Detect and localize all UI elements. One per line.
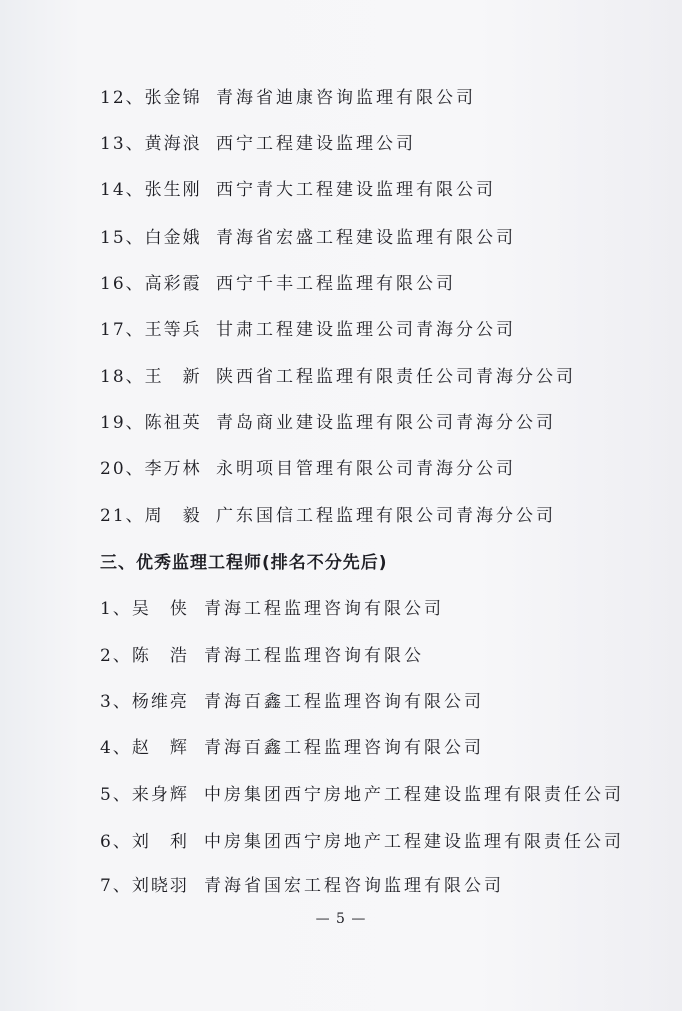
person-name: 刘 利 bbox=[131, 832, 189, 852]
company-name: 西宁千丰工程监理有限公司 bbox=[216, 274, 456, 294]
company-name: 西宁工程建设监理公司 bbox=[216, 134, 416, 154]
list-item bbox=[100, 599, 444, 619]
person-name: 陈 浩 bbox=[131, 646, 189, 666]
item-number: 7、 bbox=[100, 876, 132, 896]
list-item bbox=[100, 134, 416, 154]
person-name: 张金锦 bbox=[144, 88, 202, 108]
company-name: 青海百鑫工程监理咨询有限公司 bbox=[204, 692, 484, 712]
list-item bbox=[100, 832, 624, 852]
item-number: 14、 bbox=[100, 180, 145, 200]
person-name: 赵 辉 bbox=[131, 738, 189, 758]
list-item bbox=[100, 506, 556, 526]
item-number: 13、 bbox=[100, 134, 145, 154]
page-number: — 5 — bbox=[315, 911, 367, 927]
item-number: 1、 bbox=[100, 599, 132, 619]
company-name: 西宁青大工程建设监理有限公司 bbox=[216, 180, 496, 200]
list-item bbox=[100, 228, 516, 248]
item-number: 2、 bbox=[100, 646, 132, 666]
company-name: 青海省宏盛工程建设监理有限公司 bbox=[216, 228, 516, 248]
item-number: 20、 bbox=[100, 459, 145, 479]
item-number: 3、 bbox=[100, 692, 132, 712]
item-number: 5、 bbox=[100, 785, 132, 805]
person-name: 吴 侠 bbox=[131, 599, 189, 619]
item-number: 4、 bbox=[100, 738, 132, 758]
list-item bbox=[100, 646, 424, 666]
person-name: 陈祖英 bbox=[144, 413, 202, 433]
company-name: 青海省国宏工程咨询监理有限公司 bbox=[204, 876, 504, 896]
person-name: 周 毅 bbox=[144, 506, 202, 526]
list-item bbox=[100, 180, 496, 200]
section-heading: 三、优秀监理工程师(排名不分先后) bbox=[100, 553, 388, 573]
list-item bbox=[100, 459, 516, 479]
bleed-through-mark bbox=[661, 92, 676, 112]
list-item bbox=[100, 88, 476, 108]
item-number: 6、 bbox=[100, 832, 132, 852]
item-number: 12、 bbox=[100, 88, 145, 108]
company-name: 陕西省工程监理有限责任公司青海分公司 bbox=[216, 367, 576, 387]
item-number: 17、 bbox=[100, 320, 145, 340]
person-name: 王 新 bbox=[144, 367, 202, 387]
company-name: 中房集团西宁房地产工程建设监理有限责任公司 bbox=[204, 785, 624, 805]
person-name: 张生刚 bbox=[144, 180, 202, 200]
person-name: 黄海浪 bbox=[144, 134, 202, 154]
company-name: 永明项目管理有限公司青海分公司 bbox=[216, 459, 516, 479]
person-name: 李万林 bbox=[144, 459, 202, 479]
item-number: 16、 bbox=[100, 274, 145, 294]
person-name: 白金娥 bbox=[144, 228, 202, 248]
person-name: 杨维亮 bbox=[131, 692, 189, 712]
company-name: 青海省迪康咨询监理有限公司 bbox=[216, 88, 476, 108]
company-name: 青岛商业建设监理有限公司青海分公司 bbox=[216, 413, 556, 433]
item-number: 21、 bbox=[100, 506, 145, 526]
company-name: 中房集团西宁房地产工程建设监理有限责任公司 bbox=[204, 832, 624, 852]
person-name: 王等兵 bbox=[144, 320, 202, 340]
item-number: 18、 bbox=[100, 367, 145, 387]
item-number: 19、 bbox=[100, 413, 145, 433]
list-item bbox=[100, 413, 556, 433]
person-name: 高彩霞 bbox=[144, 274, 202, 294]
list-item bbox=[100, 876, 504, 896]
list-item bbox=[100, 367, 576, 387]
person-name: 刘晓羽 bbox=[131, 876, 189, 896]
company-name: 甘肃工程建设监理公司青海分公司 bbox=[216, 320, 516, 340]
item-number: 15、 bbox=[100, 228, 145, 248]
company-name: 青海百鑫工程监理咨询有限公司 bbox=[204, 738, 484, 758]
company-name: 青海工程监理咨询有限公司 bbox=[204, 599, 444, 619]
company-name: 青海工程监理咨询有限公 bbox=[204, 646, 424, 666]
list-item bbox=[100, 692, 484, 712]
list-item bbox=[100, 785, 624, 805]
list-item bbox=[100, 320, 516, 340]
person-name: 来身辉 bbox=[131, 785, 189, 805]
list-item bbox=[100, 274, 456, 294]
list-item bbox=[100, 738, 484, 758]
company-name: 广东国信工程监理有限公司青海分公司 bbox=[216, 506, 556, 526]
